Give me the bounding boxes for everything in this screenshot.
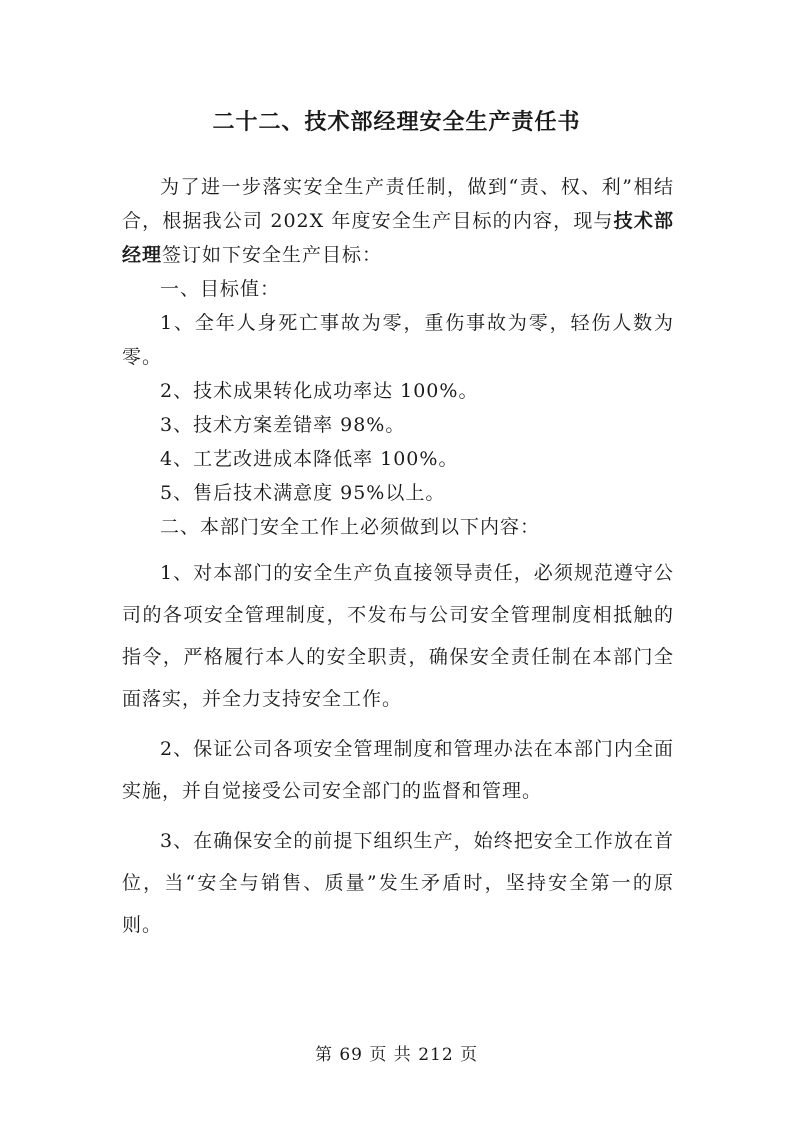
target-item: 5、售后技术满意度 95%以上。 (160, 482, 446, 504)
footer-total-word: 共 (393, 1045, 412, 1065)
intro-paragraph (122, 170, 674, 272)
document-title: 二十二、技术部经理安全生产责任书 (212, 109, 581, 135)
target-item: 3、技术方案差错率 98%。 (160, 414, 406, 436)
footer-current-page: 69 (339, 1045, 363, 1065)
section-heading-duties: 二、本部门安全工作上必须做到以下内容： (160, 516, 541, 538)
section-heading-targets: 一、目标值： (160, 278, 281, 300)
duty-item: 3、在确保安全的前提下组织生产，始终把安全工作放在首位，当“安全与销售、质量”发生矛盾时，坚持安全第一的原则。 (122, 830, 674, 936)
duty-item: 1、对本部门的安全生产负直接领导责任，必须规范遵守公司的各项安全管理制度，不发布与公司安全管理制度相抵触的指令，严格履行本人的安全职责，确保安全责任制在本部门全面落实，并全力支持安全工作。 (122, 562, 674, 710)
intro-text-1: 为了进一步落实安全生产责任制，做到“责、权、利”相结合，根据我公司 202X 年度安全生产目标的内容，现与 (122, 176, 674, 232)
footer-prefix: 第 (314, 1045, 333, 1065)
page-footer (0, 1040, 793, 1065)
footer-suffix: 页 (460, 1045, 479, 1065)
target-item: 1、全年人身死亡事故为零，重伤事故为零，轻伤人数为零。 (122, 312, 674, 368)
intro-bold-role: 技术部经理 (122, 210, 674, 266)
footer-page-word: 页 (369, 1045, 388, 1065)
intro-text-2: 签订如下安全生产目标： (162, 244, 383, 266)
footer-total-pages: 212 (418, 1045, 454, 1065)
duty-item: 2、保证公司各项安全管理制度和管理办法在本部门内全面实施，并自觉接受公司安全部门的监督和管理。 (122, 738, 674, 802)
target-item: 4、工艺改进成本降低率 100%。 (160, 448, 459, 470)
document-body (122, 170, 674, 946)
target-item: 2、技术成果转化成功率达 100%。 (160, 380, 479, 402)
